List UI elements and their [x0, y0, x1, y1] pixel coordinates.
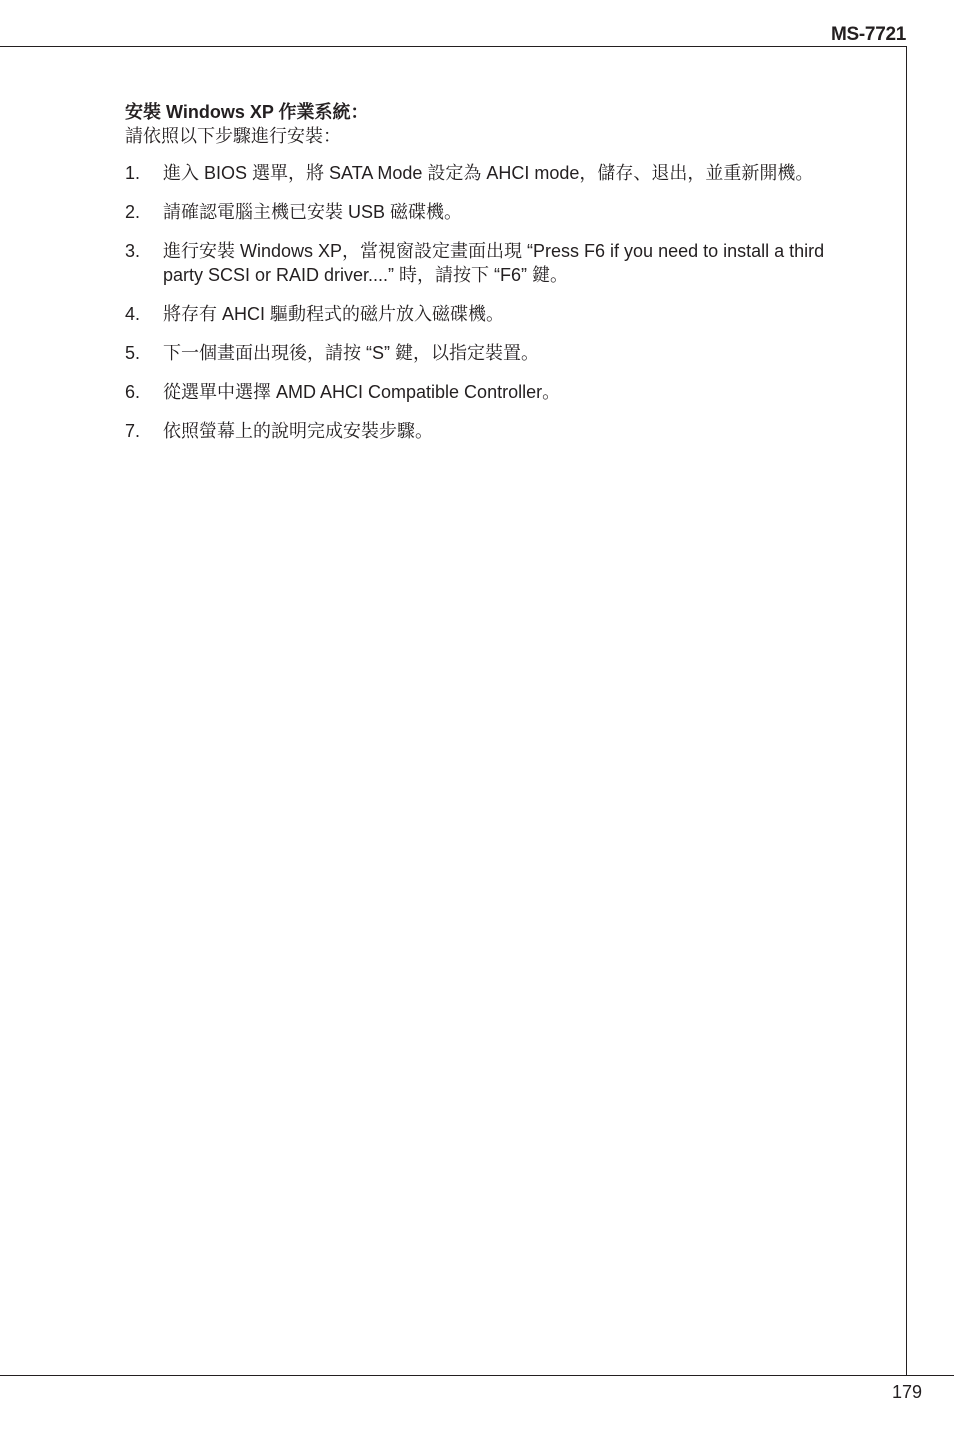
step-number: 3.: [125, 241, 141, 261]
step-number: 1.: [125, 163, 141, 183]
page-content: [125, 100, 855, 458]
step-item: [125, 341, 855, 365]
step-number: 6.: [125, 382, 141, 402]
step-item: [125, 200, 855, 224]
step-number: 7.: [125, 421, 141, 441]
section-intro: 請依照以下步驟進行安裝：: [125, 126, 341, 146]
margin-rule: [906, 46, 907, 1376]
step-item: [125, 302, 855, 326]
step-text: 進入 BIOS 選單，將 SATA Mode 設定為 AHCI mode，儲存、退出，並重新開機。: [163, 163, 814, 183]
step-item: [125, 239, 855, 287]
step-text: 下一個畫面出現後，請按 “S” 鍵，以指定裝置。: [163, 343, 539, 363]
step-number: 4.: [125, 304, 141, 324]
footer-rule: [0, 1375, 954, 1376]
step-number: 2.: [125, 202, 141, 222]
step-number: 5.: [125, 343, 141, 363]
step-text: 依照螢幕上的說明完成安裝步驟。: [163, 421, 433, 441]
step-item: [125, 419, 855, 443]
model-number: MS-7721: [831, 24, 906, 45]
step-text: 從選單中選擇 AMD AHCI Compatible Controller。: [163, 382, 561, 402]
header-rule: [0, 46, 907, 47]
step-text: 進行安裝 Windows XP，當視窗設定畫面出現 “Press F6 if you need to install a third party SCSI or RAID driver....” 時，請按下 “F6” 鍵。: [163, 241, 825, 285]
step-item: [125, 161, 855, 185]
step-text: 將存有 AHCI 驅動程式的磁片放入磁碟機。: [163, 304, 505, 324]
section-heading: 安裝 Windows XP 作業系統：: [125, 102, 369, 122]
page-number: 179: [891, 1382, 922, 1402]
install-steps: [125, 161, 855, 443]
step-item: [125, 380, 855, 404]
step-text: 請確認電腦主機已安裝 USB 磁碟機。: [163, 202, 463, 222]
